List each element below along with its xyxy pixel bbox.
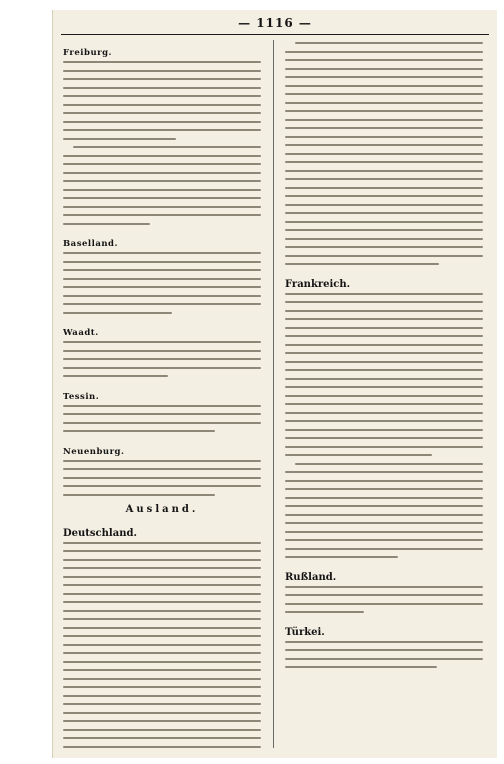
text-line	[63, 214, 261, 216]
text-line	[63, 430, 215, 432]
text-line	[285, 403, 483, 405]
text-line	[63, 295, 261, 297]
text-line	[63, 635, 261, 637]
text-line	[63, 261, 261, 263]
dateline: Neuenburg.	[63, 446, 125, 457]
text-line	[63, 584, 261, 586]
body-text-lines	[285, 42, 483, 265]
article-block	[63, 384, 261, 433]
text-line	[63, 618, 261, 620]
text-line	[285, 51, 483, 53]
country-heading: Rußland.	[285, 571, 337, 583]
text-line	[63, 61, 261, 63]
text-line	[285, 437, 483, 439]
dateline: Freiburg.	[63, 48, 113, 58]
text-line	[63, 129, 261, 131]
text-line	[285, 514, 483, 516]
text-line	[63, 695, 261, 697]
text-line	[285, 153, 483, 155]
text-line	[285, 556, 398, 558]
text-line	[285, 666, 437, 668]
text-line	[285, 127, 483, 129]
text-line	[63, 138, 176, 140]
text-line	[285, 497, 483, 499]
dateline: Waadt.	[63, 328, 99, 338]
text-line	[285, 611, 364, 613]
text-line	[63, 206, 261, 208]
dateline: Baselland.	[63, 239, 118, 249]
country-heading: Frankreich.	[285, 278, 351, 290]
text-line	[63, 567, 261, 569]
text-line	[63, 223, 150, 225]
text-line	[63, 468, 261, 470]
body-text-lines	[63, 542, 261, 749]
text-line	[63, 542, 261, 544]
article-block	[285, 272, 483, 457]
text-line	[63, 559, 261, 561]
article-block	[63, 40, 261, 140]
text-line	[285, 195, 483, 197]
text-line	[285, 102, 483, 104]
text-line	[285, 395, 483, 397]
text-line	[63, 104, 261, 106]
text-line	[285, 204, 483, 206]
article-block	[285, 565, 483, 614]
text-line	[63, 720, 261, 722]
text-line	[285, 335, 483, 337]
text-line	[63, 485, 261, 487]
body-text-lines	[63, 460, 261, 496]
text-line	[63, 189, 261, 191]
text-line	[285, 170, 483, 172]
text-line	[285, 454, 432, 456]
text-line	[285, 161, 483, 163]
text-line	[285, 110, 483, 112]
header-rule	[61, 34, 489, 35]
text-line	[73, 146, 261, 148]
body-text-lines	[285, 463, 483, 559]
text-line	[285, 531, 483, 533]
text-line	[285, 641, 483, 643]
text-line	[63, 95, 261, 97]
text-line	[63, 661, 261, 663]
text-line	[285, 229, 483, 231]
text-line	[63, 350, 261, 352]
text-line	[63, 121, 261, 123]
text-line	[285, 369, 483, 371]
text-line	[63, 197, 261, 199]
text-line	[63, 729, 261, 731]
text-line	[63, 172, 261, 174]
text-line	[285, 429, 483, 431]
text-line	[63, 269, 261, 271]
text-line	[285, 548, 483, 550]
text-line	[285, 187, 483, 189]
article-block	[63, 521, 261, 749]
article-block	[285, 463, 483, 559]
text-line	[63, 712, 261, 714]
text-line	[63, 652, 261, 654]
text-line	[295, 463, 483, 465]
text-line	[285, 178, 483, 180]
text-line	[63, 550, 261, 552]
text-line	[285, 522, 483, 524]
text-line	[63, 358, 261, 360]
text-line	[63, 686, 261, 688]
text-line	[63, 460, 261, 462]
text-line	[63, 155, 261, 157]
text-line	[63, 252, 261, 254]
text-line	[63, 112, 261, 114]
text-line	[285, 361, 483, 363]
text-line	[63, 367, 261, 369]
text-line	[63, 278, 261, 280]
text-line	[285, 539, 483, 541]
text-line	[63, 87, 261, 89]
text-line	[285, 420, 483, 422]
text-line	[63, 286, 261, 288]
text-line	[63, 644, 261, 646]
text-line	[285, 586, 483, 588]
text-line	[63, 70, 261, 72]
text-line	[63, 78, 261, 80]
text-line	[63, 477, 261, 479]
article-block	[63, 231, 261, 314]
text-line	[285, 238, 483, 240]
text-line	[285, 59, 483, 61]
text-line	[285, 93, 483, 95]
text-line	[63, 180, 261, 182]
text-line	[63, 593, 261, 595]
text-line	[285, 412, 483, 414]
text-line	[63, 746, 261, 748]
text-line	[285, 658, 483, 660]
text-line	[285, 603, 483, 605]
text-line	[63, 601, 261, 603]
text-line	[63, 669, 261, 671]
text-line	[285, 505, 483, 507]
text-line	[63, 737, 261, 739]
text-line	[63, 375, 168, 377]
text-line	[285, 76, 483, 78]
text-line	[285, 144, 483, 146]
text-line	[285, 352, 483, 354]
article-block	[63, 439, 261, 496]
text-line	[63, 678, 261, 680]
article-block	[63, 320, 261, 377]
text-line	[63, 312, 172, 314]
body-text-lines	[285, 293, 483, 457]
text-line	[285, 327, 483, 329]
column-divider	[273, 40, 274, 748]
text-line	[63, 627, 261, 629]
text-line	[63, 494, 215, 496]
section-heading: Ausland.	[125, 503, 199, 515]
body-text-lines	[63, 146, 261, 225]
page-number: — 1116 —	[238, 16, 312, 30]
text-line	[63, 303, 261, 305]
text-line	[285, 344, 483, 346]
country-heading: Türkei.	[285, 626, 325, 638]
body-text-lines	[63, 61, 261, 140]
text-line	[285, 246, 483, 248]
text-line	[285, 378, 483, 380]
text-line	[285, 386, 483, 388]
text-line	[285, 310, 483, 312]
text-line	[285, 263, 439, 265]
dateline: Tessin.	[63, 391, 100, 402]
newspaper-page	[52, 10, 497, 758]
text-line	[285, 480, 483, 482]
body-text-lines	[63, 252, 261, 314]
text-line	[285, 446, 483, 448]
text-line	[63, 576, 261, 578]
text-line	[63, 703, 261, 705]
text-line	[63, 422, 261, 424]
text-line	[63, 610, 261, 612]
text-line	[285, 649, 483, 651]
article-block	[285, 620, 483, 669]
text-line	[285, 293, 483, 295]
text-line	[63, 405, 261, 407]
text-line	[63, 163, 261, 165]
right-column	[285, 40, 483, 748]
body-text-lines	[63, 405, 261, 433]
body-text-lines	[63, 341, 261, 377]
text-line	[285, 212, 483, 214]
text-line	[63, 413, 261, 415]
body-text-lines	[285, 641, 483, 669]
text-line	[285, 471, 483, 473]
text-line	[285, 488, 483, 490]
article-block	[285, 42, 483, 265]
text-line	[285, 85, 483, 87]
text-line	[285, 136, 483, 138]
body-text-lines	[285, 586, 483, 614]
text-line	[285, 119, 483, 121]
article-block	[63, 146, 261, 225]
text-line	[295, 42, 483, 44]
country-heading: Deutschland.	[63, 527, 137, 539]
text-line	[285, 318, 483, 320]
text-line	[285, 221, 483, 223]
text-line	[63, 341, 261, 343]
text-line	[285, 594, 483, 596]
text-line	[285, 68, 483, 70]
left-column	[63, 40, 261, 748]
text-line	[285, 255, 483, 257]
text-line	[285, 301, 483, 303]
